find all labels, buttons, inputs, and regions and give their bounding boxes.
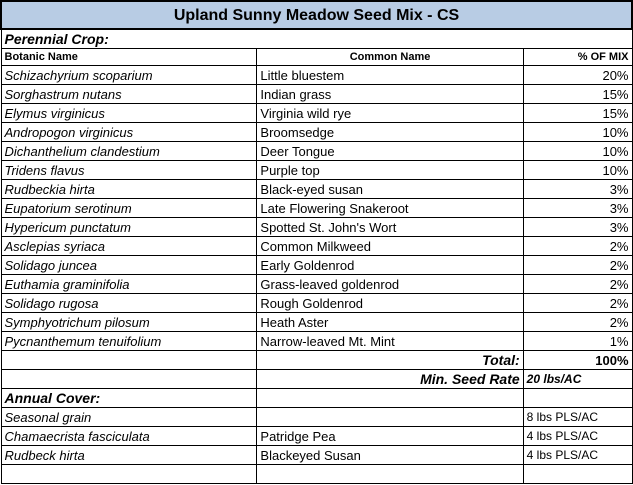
percent-cell: 10% bbox=[523, 123, 632, 142]
botanic-name-cell: Rudbeckia hirta bbox=[1, 180, 257, 199]
botanic-name-cell: Seasonal grain bbox=[1, 408, 257, 427]
seed-rate-value: 20 lbs/AC bbox=[523, 370, 632, 389]
table-row bbox=[1, 161, 632, 180]
table-row bbox=[1, 85, 632, 104]
common-name-cell: Purple top bbox=[257, 161, 523, 180]
common-name-cell: Common Milkweed bbox=[257, 237, 523, 256]
table-row bbox=[1, 427, 632, 446]
botanic-name-cell: Schizachyrium scoparium bbox=[1, 66, 257, 85]
percent-cell: 2% bbox=[523, 237, 632, 256]
botanic-name-cell: Asclepias syriaca bbox=[1, 237, 257, 256]
table-row bbox=[1, 123, 632, 142]
botanic-name-cell: Chamaecrista fasciculata bbox=[1, 427, 257, 446]
common-name-cell: Blackeyed Susan bbox=[257, 446, 523, 465]
seed-rate-row bbox=[1, 370, 632, 389]
percent-cell: 10% bbox=[523, 161, 632, 180]
common-name-cell: Grass-leaved goldenrod bbox=[257, 275, 523, 294]
common-name-cell: Black-eyed susan bbox=[257, 180, 523, 199]
percent-cell: 15% bbox=[523, 104, 632, 123]
common-name-cell bbox=[257, 408, 523, 427]
percent-cell: 3% bbox=[523, 218, 632, 237]
seeding-rate-cell: 4 lbs PLS/AC bbox=[523, 427, 632, 446]
total-row bbox=[1, 351, 632, 370]
seed-rate-label: Min. Seed Rate bbox=[257, 370, 523, 389]
total-value: 100% bbox=[523, 351, 632, 370]
common-name-cell: Spotted St. John's Wort bbox=[257, 218, 523, 237]
percent-cell: 20% bbox=[523, 66, 632, 85]
botanic-name-cell: Elymus virginicus bbox=[1, 104, 257, 123]
seeding-rate-cell: 8 lbs PLS/AC bbox=[523, 408, 632, 427]
seeding-rate-cell: 4 lbs PLS/AC bbox=[523, 446, 632, 465]
botanic-name-cell: Dichanthelium clandestium bbox=[1, 142, 257, 161]
botanic-name-cell: Rudbeck hirta bbox=[1, 446, 257, 465]
table-row bbox=[1, 408, 632, 427]
common-name-cell: Narrow-leaved Mt. Mint bbox=[257, 332, 523, 351]
botanic-name-cell: Pycnanthemum tenuifolium bbox=[1, 332, 257, 351]
botanic-name-cell: Solidago juncea bbox=[1, 256, 257, 275]
botanic-name-cell: Eupatorium serotinum bbox=[1, 199, 257, 218]
header-botanic-name: Botanic Name bbox=[1, 49, 257, 66]
annual-section-label: Annual Cover: bbox=[1, 389, 257, 408]
botanic-name-cell: Euthamia graminifolia bbox=[1, 275, 257, 294]
common-name-cell: Early Goldenrod bbox=[257, 256, 523, 275]
table-row bbox=[1, 66, 632, 85]
table-row bbox=[1, 142, 632, 161]
annual-section-row bbox=[1, 389, 632, 408]
botanic-name-cell: Hypericum punctatum bbox=[1, 218, 257, 237]
common-name-cell: Heath Aster bbox=[257, 313, 523, 332]
table-row bbox=[1, 180, 632, 199]
common-name-cell: Little bluestem bbox=[257, 66, 523, 85]
common-name-cell: Broomsedge bbox=[257, 123, 523, 142]
total-label: Total: bbox=[257, 351, 523, 370]
percent-cell: 3% bbox=[523, 199, 632, 218]
percent-cell: 2% bbox=[523, 275, 632, 294]
perennial-section-label: Perennial Crop: bbox=[1, 29, 257, 49]
header-common-name: Common Name bbox=[257, 49, 523, 66]
table-row bbox=[1, 275, 632, 294]
header-percent-of-mix: % OF MIX bbox=[523, 49, 632, 66]
blank-row bbox=[1, 465, 632, 484]
table-row bbox=[1, 294, 632, 313]
table-row bbox=[1, 199, 632, 218]
table-row bbox=[1, 218, 632, 237]
table-row bbox=[1, 332, 632, 351]
table-row bbox=[1, 237, 632, 256]
percent-cell: 2% bbox=[523, 313, 632, 332]
percent-cell: 2% bbox=[523, 294, 632, 313]
percent-cell: 15% bbox=[523, 85, 632, 104]
common-name-cell: Indian grass bbox=[257, 85, 523, 104]
sheet-title: Upland Sunny Meadow Seed Mix - CS bbox=[1, 1, 632, 29]
common-name-cell: Late Flowering Snakeroot bbox=[257, 199, 523, 218]
botanic-name-cell: Tridens flavus bbox=[1, 161, 257, 180]
botanic-name-cell: Solidago rugosa bbox=[1, 294, 257, 313]
table-row bbox=[1, 104, 632, 123]
common-name-cell: Patridge Pea bbox=[257, 427, 523, 446]
botanic-name-cell: Symphyotrichum pilosum bbox=[1, 313, 257, 332]
percent-cell: 2% bbox=[523, 256, 632, 275]
table-row bbox=[1, 313, 632, 332]
percent-cell: 10% bbox=[523, 142, 632, 161]
percent-cell: 3% bbox=[523, 180, 632, 199]
table-row bbox=[1, 446, 632, 465]
botanic-name-cell: Andropogon virginicus bbox=[1, 123, 257, 142]
table-row bbox=[1, 256, 632, 275]
common-name-cell: Virginia wild rye bbox=[257, 104, 523, 123]
common-name-cell: Deer Tongue bbox=[257, 142, 523, 161]
common-name-cell: Rough Goldenrod bbox=[257, 294, 523, 313]
botanic-name-cell: Sorghastrum nutans bbox=[1, 85, 257, 104]
percent-cell: 1% bbox=[523, 332, 632, 351]
